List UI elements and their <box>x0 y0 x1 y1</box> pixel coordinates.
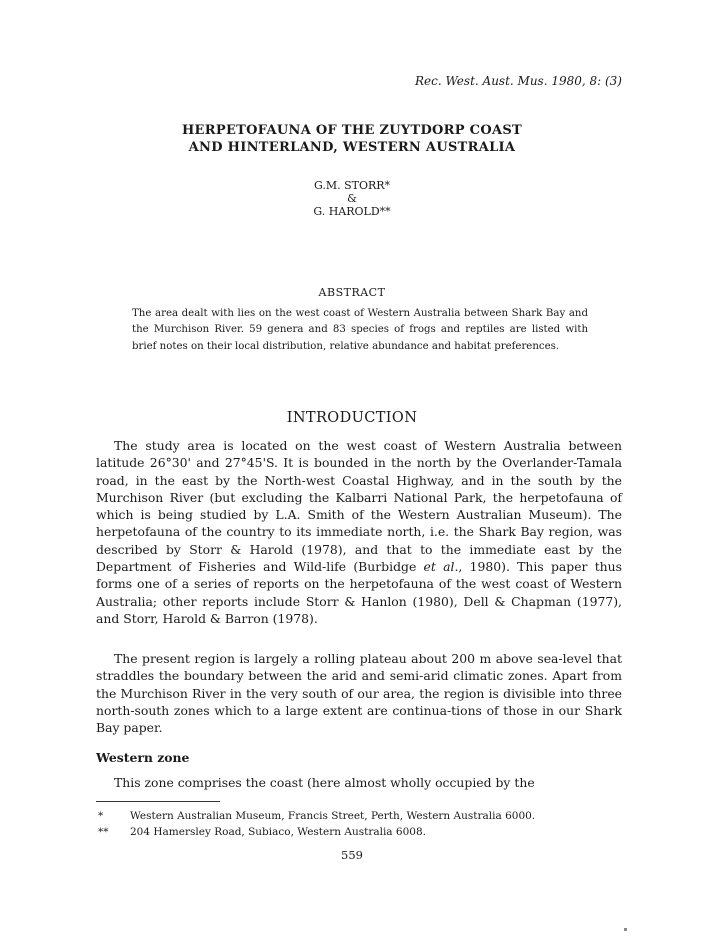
western-zone-subheading: Western zone <box>96 750 190 765</box>
intro-para1-part-b: , 1980). This paper thus forms one of a series of reports on the herpetofauna of the west coast of Western Australia; other reports include Storr & Hanlon (1980), Dell & Chapman (1977), and Storr, Harold & Barron (1978). <box>96 559 623 626</box>
introduction-paragraph-1 <box>96 437 622 627</box>
scan-speck <box>624 928 627 931</box>
footnote-2-text: 204 Hamersley Road, Subiaco, Western Australia 6008. <box>130 826 426 838</box>
author-2: G. HAROLD** <box>313 205 391 218</box>
author-1: G.M. STORR* <box>313 179 391 192</box>
footnotes <box>98 808 618 840</box>
intro-para2-text: The present region is largely a rolling plateau about 200 m above sea-level that straddles the boundary between the arid and semi-arid climatic zones. Apart from the Murchison River in the very south of our area, the region is divisible into three north-south zones which to a large extent are continua-tions of those in our Shark Bay paper. <box>96 651 622 736</box>
intro-para3-text: This zone comprises the coast (here almost wholly occupied by the <box>114 775 535 790</box>
author-block <box>0 179 704 218</box>
introduction-paragraph-2 <box>96 650 622 736</box>
footnote-2 <box>98 824 618 840</box>
footnote-2-mark: ** <box>98 826 109 838</box>
footnote-divider <box>96 801 220 802</box>
introduction-heading: INTRODUCTION <box>286 410 418 426</box>
paper-title-line-2: AND HINTERLAND, WESTERN AUSTRALIA <box>188 140 516 155</box>
footnote-1 <box>98 808 618 824</box>
footnote-1-mark: * <box>98 810 104 822</box>
footnote-1-text: Western Australian Museum, Francis Street, Perth, Western Australia 6000. <box>130 810 536 822</box>
paper-title <box>0 122 704 156</box>
intro-para1-et-al: et al. <box>423 559 459 575</box>
abstract-heading: ABSTRACT <box>318 286 386 299</box>
introduction-paragraph-3 <box>96 774 622 791</box>
journal-citation: Rec. West. Aust. Mus. 1980, 8: (3) <box>414 74 622 88</box>
abstract-text: The area dealt with lies on the west coast of Western Australia between Shark Bay and the Murchison River. 59 genera and 83 species of frogs and reptiles are listed with brief notes on their local distribution, relative abundance and habitat preferences. <box>132 308 588 352</box>
page-number: 559 <box>341 848 363 862</box>
intro-para1-part-a: The study area is located on the west coast of Western Australia between latitude 26°30' and 27°45'S. It is bounded in the north by the Overlander-Tamala road, in the east by the North-west Coastal Highway, and in the south by the Murchison River (but excluding the Kalbarri National Park, the herpetofauna of which is being studied by L.A. Smith of the Western Australian Museum). The herpetofauna of the country to its immediate north, i.e. the Shark Bay region, was described by Storr & Harold (1978), and that to the immediate east by the Department of Fisheries and Wild-life (Burbidge <box>96 438 622 575</box>
paper-title-line-1: HERPETOFAUNA OF THE ZUYTDORP COAST <box>181 123 523 138</box>
author-ampersand: & <box>347 192 357 205</box>
